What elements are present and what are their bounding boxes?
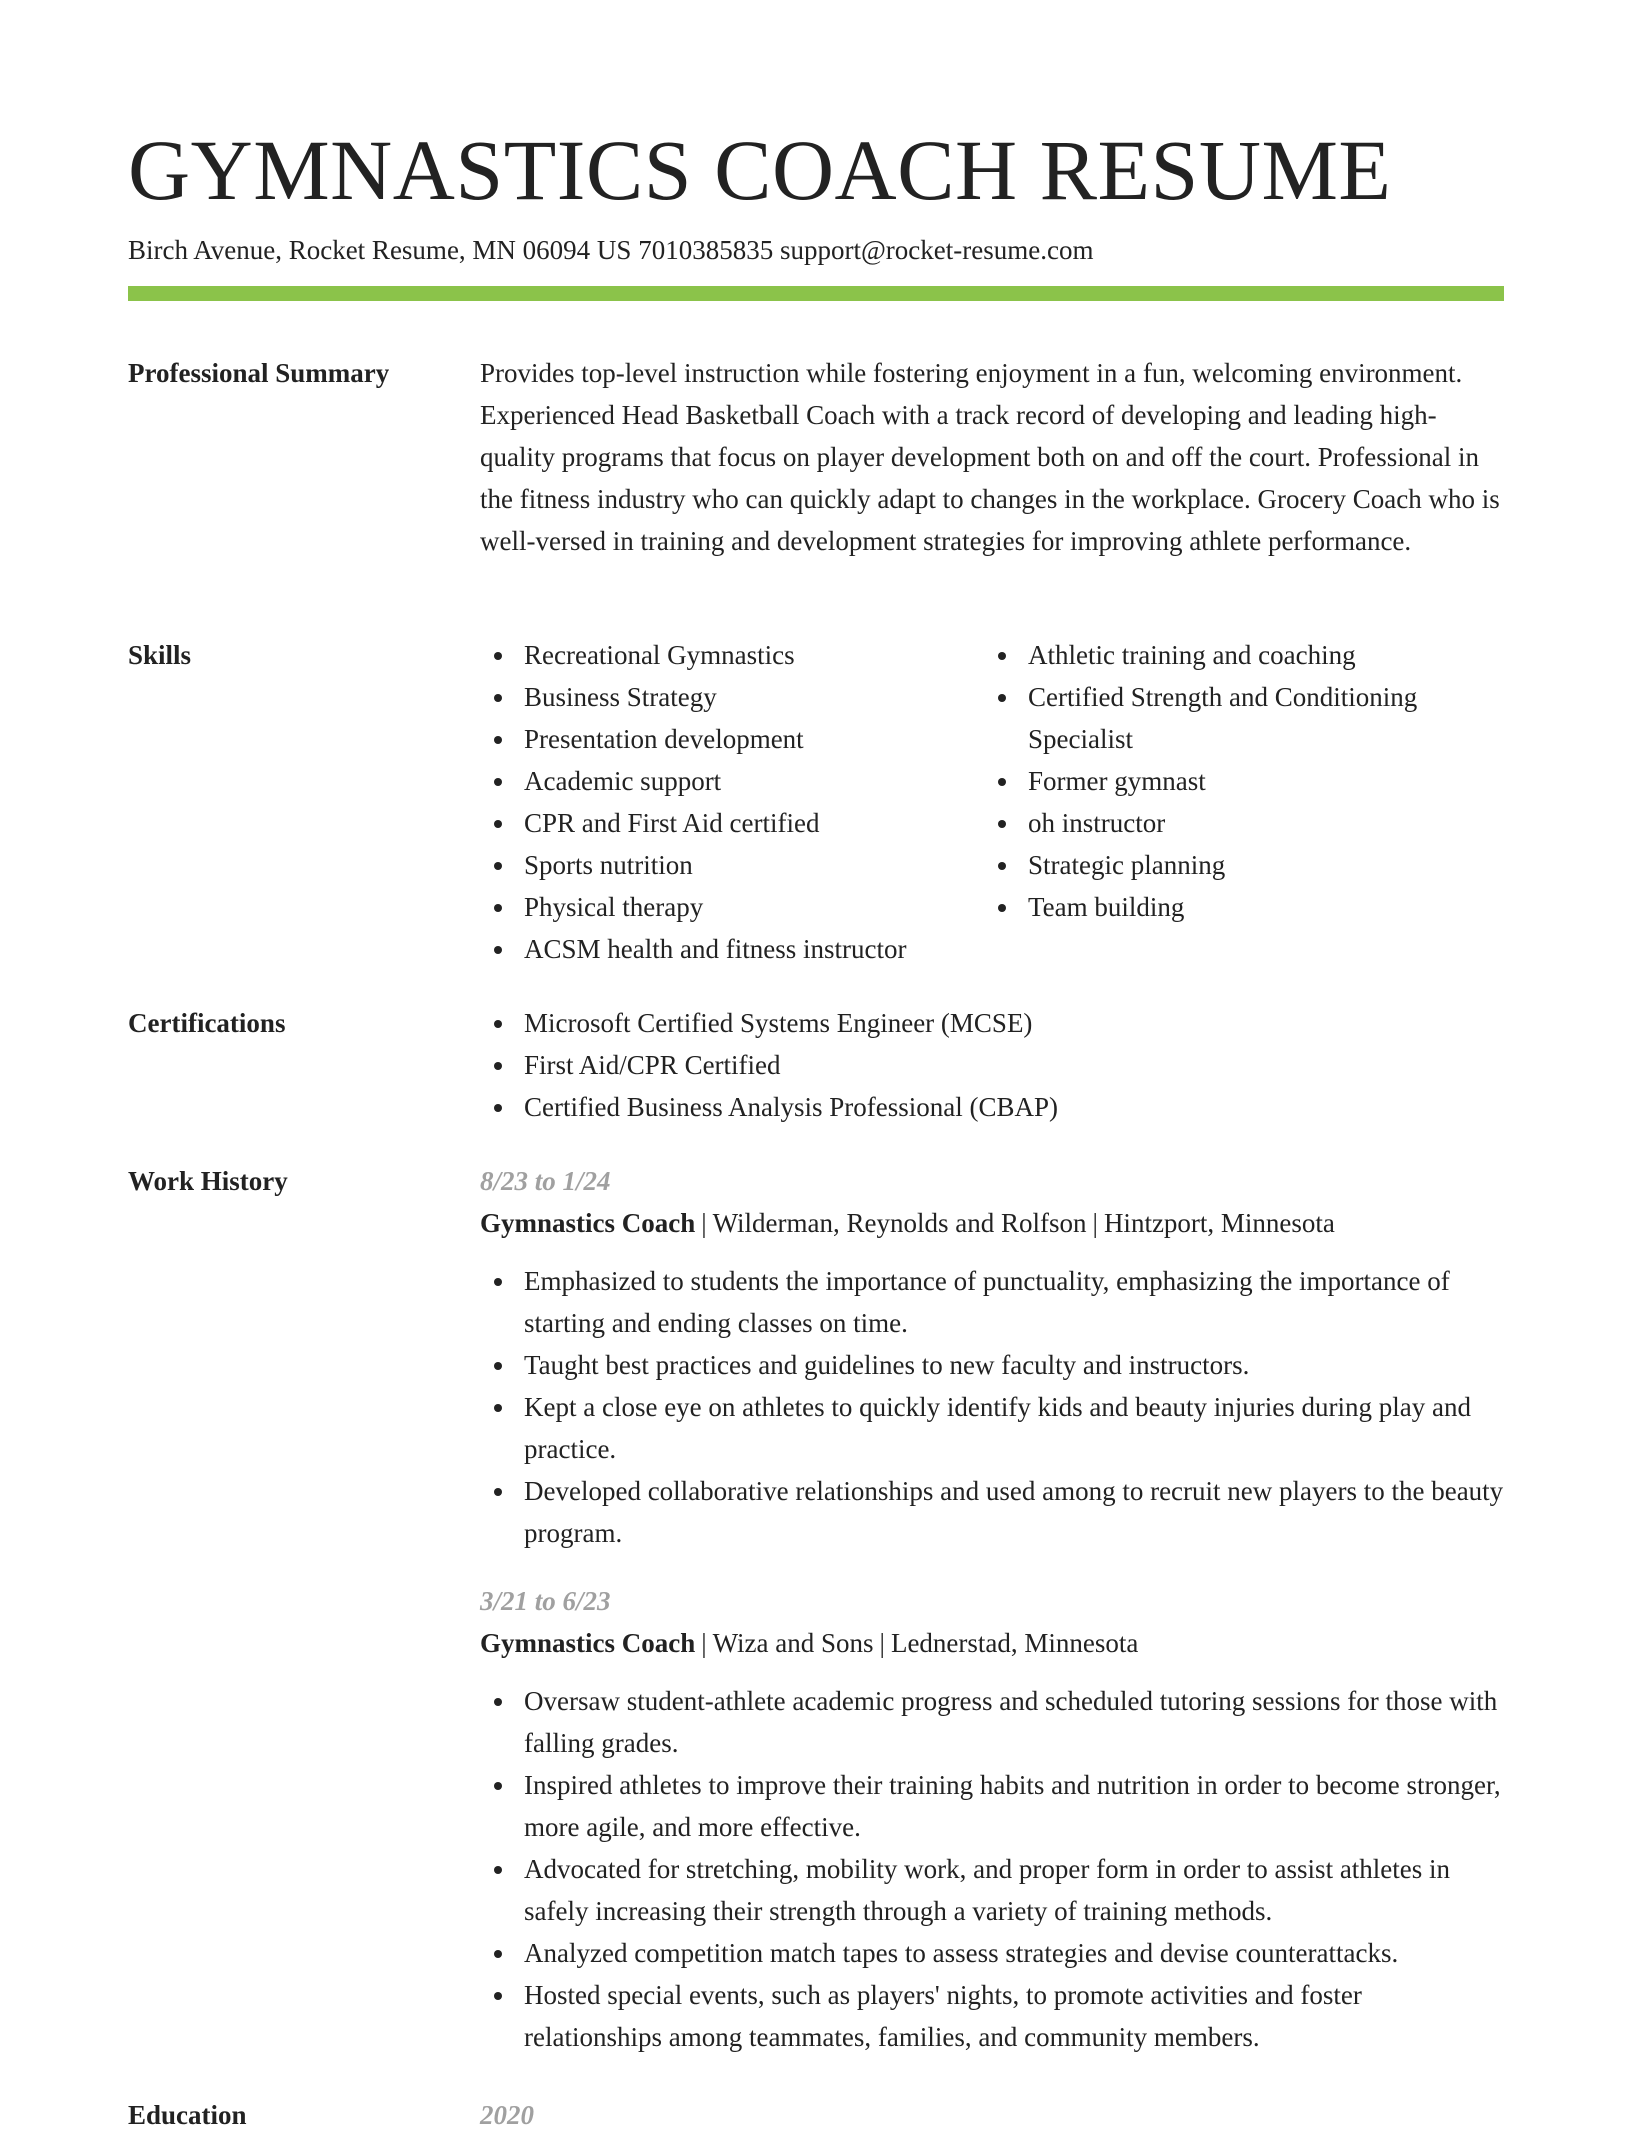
certification-item: First Aid/CPR Certified (480, 1044, 1504, 1086)
job-heading (480, 1622, 1504, 1664)
work-history-label: Work History (128, 1166, 288, 1196)
summary-body (480, 352, 1504, 562)
summary-label: Professional Summary (128, 358, 390, 388)
certifications-label: Certifications (128, 1008, 286, 1038)
skill-item: ACSM health and fitness instructor (480, 928, 984, 970)
skill-item: Strategic planning (984, 844, 1488, 886)
certification-item: Microsoft Certified Systems Engineer (MCSE) (480, 1002, 1504, 1044)
certifications-body (480, 1002, 1504, 1128)
skill-item: Academic support (480, 760, 984, 802)
work-history-body (480, 1160, 1504, 2084)
resume-title: GYMNASTICS COACH RESUME (128, 122, 1392, 218)
separator: | (879, 1628, 885, 1658)
job-bullet: Taught best practices and guidelines to new faculty and instructors. (480, 1344, 1504, 1386)
job-bullet: Hosted special events, such as players' nights, to promote activities and foster relationships among teammates, families, and community members. (480, 1974, 1504, 2058)
job-bullet: Emphasized to students the importance of punctuality, emphasizing the importance of starting and ending classes on time. (480, 1260, 1504, 1344)
summary-text: Provides top-level instruction while fostering enjoyment in a fun, welcoming environment. Experienced Head Basketball Coach with a track record of developing and leading high-quality programs that focus on player development both on and off the court. Professional in the fitness industry who can quickly adapt to changes in the workplace. Grocery Coach who is well-versed in training and development strategies for improving athlete performance. (480, 358, 1500, 556)
skill-item: Recreational Gymnastics (480, 634, 984, 676)
job-entry (480, 1160, 1504, 1554)
skills-label: Skills (128, 640, 192, 670)
education-body (480, 2094, 1504, 2136)
contact-line: Birch Avenue, Rocket Resume, MN 06094 US 7010385835 support@rocket-resume.com (128, 235, 1094, 265)
skill-item: CPR and First Aid certified (480, 802, 984, 844)
skill-item: oh instructor (984, 802, 1488, 844)
certifications-list (480, 1002, 1504, 1128)
skill-item: Sports nutrition (480, 844, 984, 886)
job-bullets (480, 1680, 1504, 2058)
certification-item: Certified Business Analysis Professional (CBAP) (480, 1086, 1504, 1128)
job-dates: 8/23 to 1/24 (480, 1166, 611, 1196)
skill-item: Team building (984, 886, 1488, 928)
job-location: Lednerstad, Minnesota (890, 1628, 1139, 1658)
job-entry (480, 1580, 1504, 2058)
skills-columns (480, 634, 1504, 970)
job-bullet: Advocated for stretching, mobility work, and proper form in order to assist athletes in safely increasing their strength through a variety of training methods. (480, 1848, 1504, 1932)
job-bullet: Analyzed competition match tapes to assess strategies and devise counterattacks. (480, 1932, 1504, 1974)
job-bullet: Oversaw student-athlete academic progress and scheduled tutoring sessions for those with falling grades. (480, 1680, 1504, 1764)
skill-item: Athletic training and coaching (984, 634, 1488, 676)
skills-body (480, 634, 1504, 970)
skill-item: Presentation development (480, 718, 984, 760)
separator: | (701, 1628, 707, 1658)
job-bullet: Inspired athletes to improve their training habits and nutrition in order to become stronger, more agile, and more effective. (480, 1764, 1504, 1848)
job-bullet: Kept a close eye on athletes to quickly identify kids and beauty injuries during play and practice. (480, 1386, 1504, 1470)
skill-item: Physical therapy (480, 886, 984, 928)
skill-item: Certified Strength and Conditioning Specialist (984, 676, 1488, 760)
separator: | (1092, 1208, 1098, 1238)
education-label: Education (128, 2100, 247, 2130)
job-title: Gymnastics Coach (480, 1628, 696, 1658)
job-dates: 3/21 to 6/23 (480, 1586, 611, 1616)
job-location: Hintzport, Minnesota (1103, 1208, 1335, 1238)
job-bullets (480, 1260, 1504, 1554)
education-dates: 2020 (480, 2100, 534, 2130)
job-company: Wiza and Sons (712, 1628, 874, 1658)
accent-divider (128, 286, 1504, 301)
skill-item: Business Strategy (480, 676, 984, 718)
skills-left-list (480, 634, 984, 970)
job-heading (480, 1202, 1504, 1244)
skills-right-list (984, 634, 1488, 970)
job-company: Wilderman, Reynolds and Rolfson (712, 1208, 1087, 1238)
job-title: Gymnastics Coach (480, 1208, 696, 1238)
job-bullet: Developed collaborative relationships and used among to recruit new players to the beauty program. (480, 1470, 1504, 1554)
skill-item: Former gymnast (984, 760, 1488, 802)
separator: | (701, 1208, 707, 1238)
